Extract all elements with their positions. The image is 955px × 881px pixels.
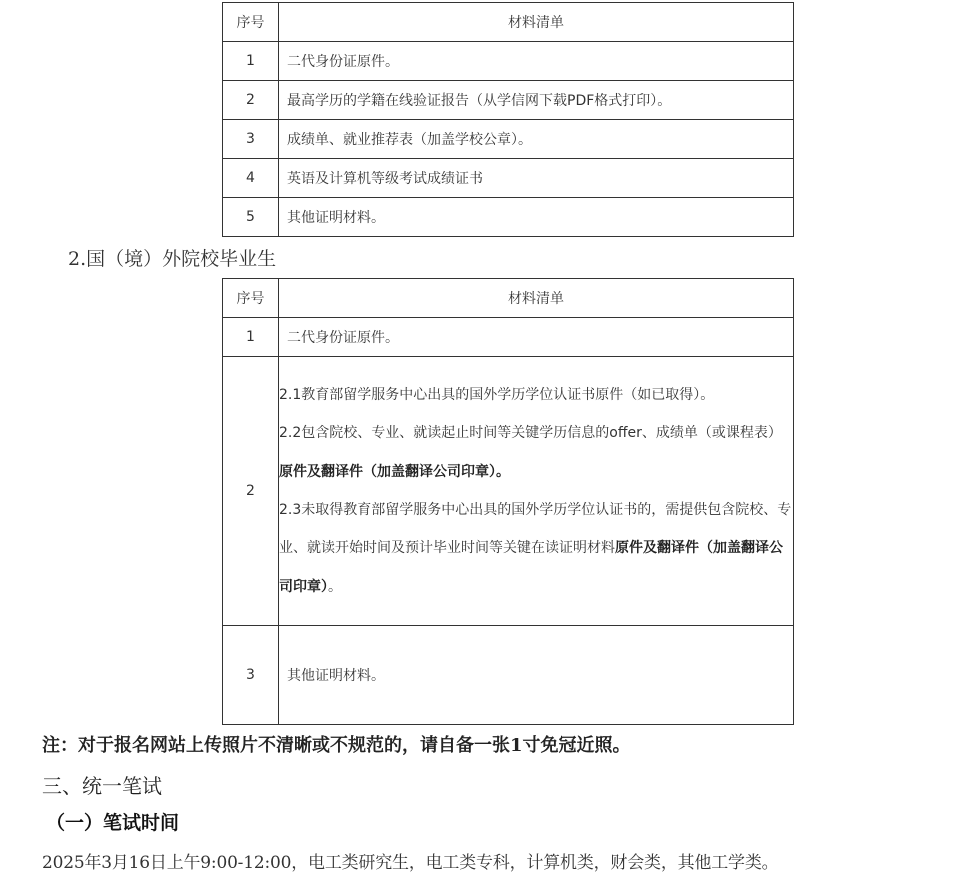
row-material: 英语及计算机等级考试成绩证书 (279, 159, 794, 198)
table-row (223, 159, 794, 198)
material-text: 2.3未取得教育部留学服务中心出具的国外学历学位认证书的，需提供包含院校、专业、就读开始时间及预计毕业时间等关键在读证明材料 (279, 502, 792, 557)
row-material: 二代身份证原件。 (279, 42, 794, 81)
material-item-2-1: 2.1教育部留学服务中心出具的国外学历学位认证书原件（如已取得）。 (279, 387, 715, 404)
row-material: 其他证明材料。 (279, 198, 794, 237)
materials-table-domestic (222, 2, 794, 237)
table-row (223, 120, 794, 159)
row-number: 1 (223, 318, 279, 357)
material-end: 。 (328, 578, 342, 595)
material-item-2-3 (279, 491, 793, 606)
row-number: 2 (223, 357, 279, 626)
overseas-graduates-heading: 2.国（境）外院校毕业生 (68, 248, 277, 270)
section-title: 三、统一笔试 (42, 774, 162, 798)
photo-note: 注：对于报名网站上传照片不清晰或不规范的，请自备一张1寸免冠近照。 (42, 735, 631, 756)
row-material: 二代身份证原件。 (279, 318, 794, 357)
materials-table-overseas (222, 278, 794, 725)
subsection-title: （一）笔试时间 (46, 812, 180, 834)
row-number: 5 (223, 198, 279, 237)
table-header-row (223, 3, 794, 42)
table-header-row (223, 279, 794, 318)
table-row (223, 42, 794, 81)
material-emphasis: 原件及翻译件（加盖翻译公司印章） (279, 540, 783, 595)
row-material: 成绩单、就业推荐表（加盖学校公章）。 (279, 120, 794, 159)
table-row (223, 198, 794, 237)
row-material: 最高学历的学籍在线验证报告（从学信网下载PDF格式打印）。 (279, 81, 794, 120)
table-row (223, 318, 794, 357)
row-number: 2 (223, 81, 279, 120)
header-serial-number: 序号 (223, 279, 279, 318)
row-number: 3 (223, 120, 279, 159)
table-row (223, 357, 794, 626)
row-number: 4 (223, 159, 279, 198)
row-number: 3 (223, 626, 279, 725)
table-row (223, 626, 794, 725)
row-material: 其他证明材料。 (279, 626, 794, 725)
table-row (223, 81, 794, 120)
material-text: 2.2包含院校、专业、就读起止时间等关键学历信息的offer、成绩单（或课程表） (279, 425, 782, 442)
row-number: 1 (223, 42, 279, 81)
header-serial-number: 序号 (223, 3, 279, 42)
row-material-multi (279, 357, 794, 626)
header-materials-list: 材料清单 (279, 3, 794, 42)
material-item-2-2 (279, 414, 793, 491)
header-materials-list: 材料清单 (279, 279, 794, 318)
material-end: 。 (496, 463, 510, 480)
exam-schedule: 2025年3月16日上午9:00-12:00，电工类研究生，电工类专科，计算机类，财会类，其他工学类。 (42, 853, 779, 873)
material-emphasis: 原件及翻译件（加盖翻译公司印章） (279, 463, 496, 480)
